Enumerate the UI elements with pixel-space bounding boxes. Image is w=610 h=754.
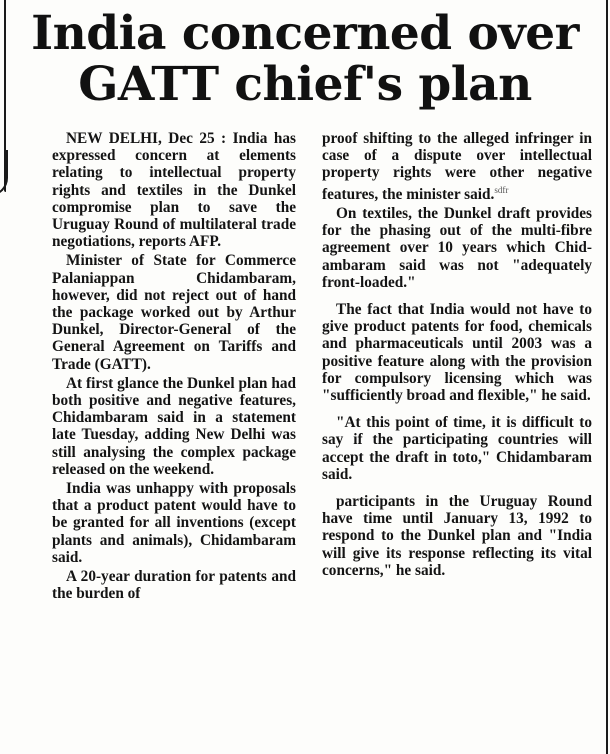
clipping-border-right: [606, 0, 608, 754]
paragraph: India was unhappy with proposals that a product patent would have to be granted for all inventions (except plants and animals), Chidambaram said.: [52, 480, 296, 566]
paragraph: Minister of State for Commerce Palaniappan Chidambaram, however, did not reject out of hand the package worked out by Arthur Dunkel, Director-General of the General Agreement on Tariffs and Trade (GATT).: [52, 252, 296, 373]
paragraph: "At this point of time, it is difficult to say if the participating countries will accept the draft in toto," Chidambaram said.: [322, 414, 592, 483]
paragraph: NEW DELHI, Dec 25 : India has expressed concern at elements relating to intellectual property rights and textiles in the Dunkel compromise plan to save the Uruguay Round of multilateral trade negotiations, reports AFP.: [52, 130, 296, 251]
paragraph: participants in the Uruguay Round have time until January 13, 1992 to respond to the Dunkel plan and "India will give its response reflecting its vital concerns," he said.: [322, 492, 592, 579]
paragraph: On textiles, the Dunkel draft provides for the phasing out of the multi-fibre agreement over 10 years which Chid-ambaram said was not "adequately front-loaded.": [322, 204, 592, 291]
clipping-border-curve: [0, 150, 8, 196]
article-column-right: [322, 130, 592, 581]
handwritten-mark: sdfr: [494, 184, 509, 195]
paragraph: At first glance the Dunkel plan had both positive and negative features, Chidambaram said in a statement late Tuesday, adding New Delhi was still analysing the complex package released on the weekend.: [52, 374, 296, 478]
article-column-left: [52, 130, 296, 604]
paragraph: The fact that India would not have to give product patents for food, chemicals and pharmaceuticals until 2003 was a positive feature along with the provision for compulsory licensing which was "sufficiently broad and flexible," he said.: [322, 300, 592, 404]
paragraph-text: proof shifting to the alleged infringer in case of a dispute over intellectual property rights were other negative features, the minister said.: [322, 130, 592, 203]
paragraph: A 20-year duration for patents and the burden of: [52, 568, 296, 603]
headline: India concerned over GATT chief's plan: [31, 6, 579, 112]
paragraph: [322, 130, 592, 203]
